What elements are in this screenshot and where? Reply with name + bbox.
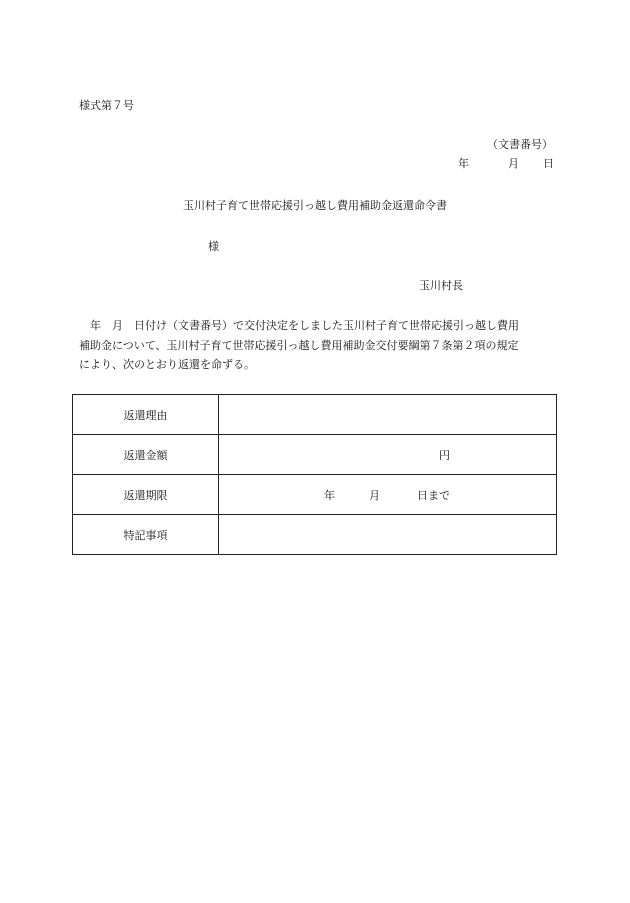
document-number: （文書番号） — [487, 138, 553, 151]
row-label-reason: 返還理由 — [73, 395, 219, 435]
table-row — [73, 475, 557, 515]
deadline-month: 月 — [369, 489, 380, 502]
row-label-deadline: 返還期限 — [73, 475, 219, 515]
row-value-reason — [219, 395, 557, 435]
row-value-deadline — [219, 475, 557, 515]
issue-date-month: 月 — [508, 157, 519, 170]
issue-date-day: 日 — [543, 157, 554, 170]
row-value-notes — [219, 515, 557, 555]
row-value-amount — [219, 435, 557, 475]
issue-date — [458, 155, 554, 171]
addressee-suffix: 様 — [208, 240, 219, 253]
table-row — [73, 435, 557, 475]
body-text — [79, 316, 559, 375]
amount-yen-unit: 円 — [439, 449, 450, 462]
table-row — [73, 395, 557, 435]
body-line-1: 年 月 日付け（文書番号）で交付決定をしました玉川村子育て世帯応援引っ越し費用 — [90, 319, 519, 332]
body-line-2: 補助金について、玉川村子育て世帯応援引っ越し費用補助金交付要綱第７条第２項の規定 — [79, 338, 519, 352]
row-label-amount: 返還金額 — [73, 435, 219, 475]
table-row — [73, 515, 557, 555]
deadline-day: 日まで — [417, 489, 450, 502]
form-number: 様式第７号 — [79, 99, 134, 112]
body-line-3: により、次のとおり返還を命ずる。 — [79, 358, 255, 371]
deadline-year: 年 — [324, 489, 335, 502]
repayment-table — [72, 394, 557, 555]
document-title: 玉川村子育て世帯応援引っ越し費用補助金返還命令書 — [183, 199, 447, 212]
issuer-name: 玉川村長 — [419, 279, 463, 292]
issue-date-year: 年 — [458, 157, 469, 170]
row-label-notes: 特記事項 — [73, 515, 219, 555]
